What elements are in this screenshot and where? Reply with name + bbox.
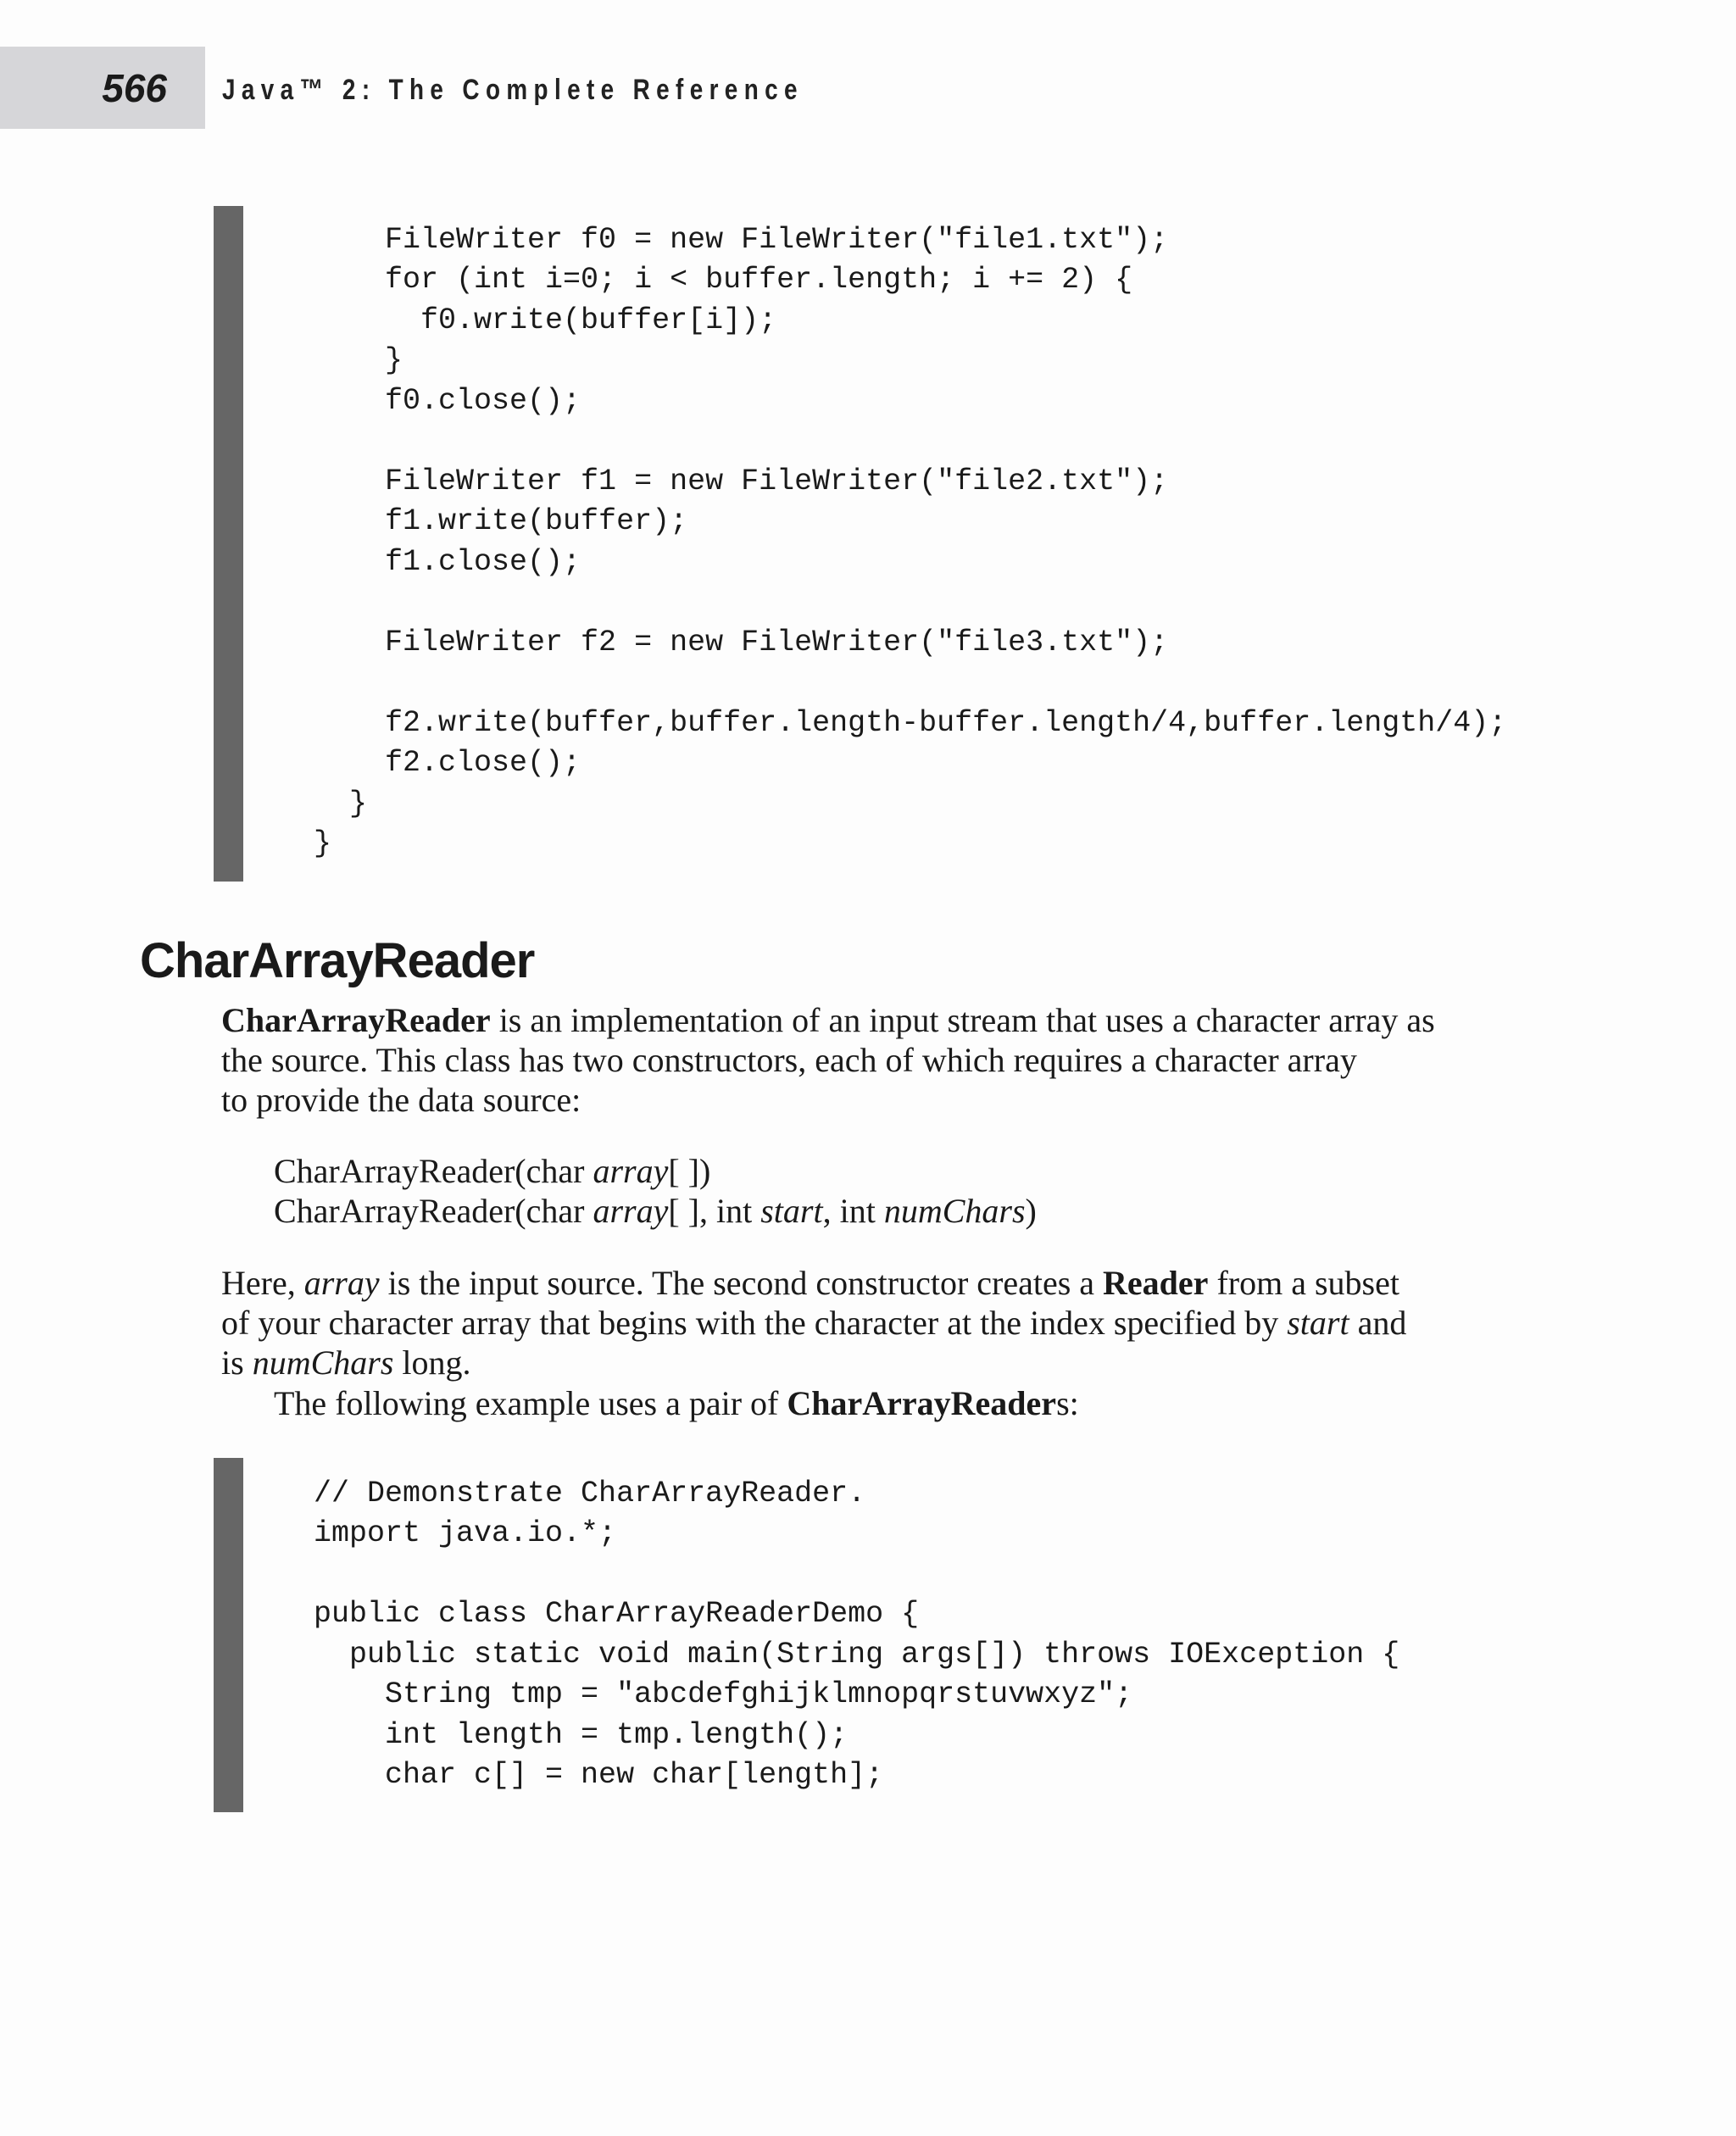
code-line: public static void main(String args[]) throws IOException { [278, 1638, 1400, 1672]
running-title: Java™ 2: The Complete Reference [222, 74, 804, 106]
code-line: char c[] = new char[length]; [278, 1758, 884, 1792]
code-line: FileWriter f0 = new FileWriter("file1.txt"); [278, 223, 1169, 257]
constructor1-prefix: CharArrayReader(char [274, 1152, 593, 1190]
code-line: String tmp = "abcdefghijklmnopqrstuvwxyz"; [278, 1677, 1133, 1711]
code-line: } [278, 787, 368, 820]
code-line: f1.write(buffer); [278, 504, 688, 538]
param-array: array [303, 1264, 380, 1302]
para1-line2: the source. This class has two constructors, each of which requires a character array [221, 1041, 1357, 1079]
para1-line1 [221, 1000, 1435, 1040]
para1-line3: to provide the data source: [221, 1081, 581, 1119]
code-line: f0.close(); [278, 384, 581, 418]
constructor2-mid2: , int [822, 1192, 884, 1230]
text: The following example uses a pair of [274, 1384, 787, 1422]
para1-line1-text: is an implementation of an input stream that uses a character array as [490, 1001, 1435, 1039]
code-line: } [278, 343, 403, 377]
para2-line2 [221, 1303, 1406, 1343]
code-line: } [278, 826, 332, 860]
text: is [221, 1343, 253, 1382]
code-line: f0.write(buffer[i]); [278, 303, 777, 337]
param-array: array [593, 1152, 669, 1190]
param-array: array [593, 1192, 669, 1230]
code-margin-bar [214, 206, 243, 882]
code-line: f1.close(); [278, 545, 581, 579]
code-block-1 [214, 206, 1570, 882]
class-name-bold: CharArrayReader [221, 1001, 491, 1039]
text: and [1349, 1304, 1407, 1342]
text: is the input source. The second constructor creates a [379, 1264, 1104, 1302]
text: from a subset [1208, 1264, 1399, 1302]
para2-line1 [221, 1263, 1399, 1303]
constructor-signature-2 [274, 1191, 1037, 1231]
class-name-bold: Reader [1103, 1264, 1209, 1302]
constructor-signature-1 [274, 1151, 710, 1191]
code-line: for (int i=0; i < buffer.length; i += 2) { [278, 263, 1133, 297]
code-line: // Demonstrate CharArrayReader. [278, 1477, 866, 1510]
constructor2-prefix: CharArrayReader(char [274, 1192, 593, 1230]
code-line: import java.io.*; [278, 1516, 617, 1550]
text: long. [393, 1343, 471, 1382]
param-start: start [760, 1192, 823, 1230]
page-number: 566 [102, 66, 167, 110]
class-name-bold: CharArrayReader [787, 1384, 1057, 1422]
page-header [0, 47, 1736, 129]
para3-line1 [274, 1383, 1079, 1423]
param-numchars: numChars [252, 1343, 394, 1382]
text: of your character array that begins with the character at the index specified by [221, 1304, 1288, 1342]
code-line: f2.write(buffer,buffer.length-buffer.length/4,buffer.length/4); [278, 706, 1507, 740]
constructor2-mid1: [ ], int [668, 1192, 761, 1230]
param-start: start [1287, 1304, 1349, 1342]
code-line: public class CharArrayReaderDemo { [278, 1597, 920, 1631]
text: s: [1056, 1384, 1079, 1422]
code-line: f2.close(); [278, 746, 581, 780]
text: Here, [221, 1264, 304, 1302]
para2-line3 [221, 1343, 471, 1382]
code-block-2 [214, 1458, 1570, 1812]
code-margin-bar [214, 1458, 243, 1812]
section-heading: CharArrayReader [140, 933, 535, 988]
page-number-box [0, 47, 205, 129]
code-line: FileWriter f2 = new FileWriter("file3.txt"); [278, 626, 1169, 659]
constructor2-suffix: ) [1025, 1192, 1037, 1230]
param-numchars: numChars [883, 1192, 1026, 1230]
code-line: FileWriter f1 = new FileWriter("file2.txt"); [278, 464, 1169, 498]
constructor1-suffix: [ ]) [668, 1152, 711, 1190]
code-line: int length = tmp.length(); [278, 1718, 849, 1752]
